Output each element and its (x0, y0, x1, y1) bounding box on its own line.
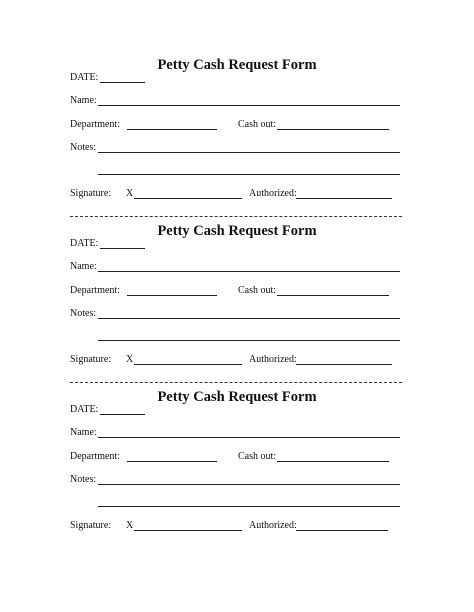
date-field[interactable] (100, 248, 145, 249)
cash-out-field[interactable] (277, 295, 389, 296)
signature-field[interactable] (134, 364, 242, 365)
name-field[interactable] (98, 271, 400, 272)
cut-line-1 (70, 216, 402, 217)
authorized-field[interactable] (296, 530, 388, 531)
authorized-field[interactable] (296, 198, 392, 199)
name-field[interactable] (98, 437, 400, 438)
cash-out-label: Cash out: (238, 285, 277, 296)
authorized-label: Authorized: (249, 354, 297, 365)
authorized-field[interactable] (296, 364, 392, 365)
form-title: Petty Cash Request Form (157, 57, 317, 73)
notes-label: Notes: (70, 474, 97, 485)
form-title: Petty Cash Request Form (157, 389, 317, 405)
signature-label: Signature: (70, 188, 112, 199)
notes-field-line-1[interactable] (98, 152, 400, 153)
form-title: Petty Cash Request Form (157, 223, 317, 239)
name-field[interactable] (98, 105, 400, 106)
signature-field[interactable] (134, 198, 242, 199)
department-label: Department: (70, 285, 120, 296)
cash-out-field[interactable] (277, 461, 389, 462)
cash-out-label: Cash out: (238, 451, 277, 462)
cash-out-label: Cash out: (238, 119, 277, 130)
notes-label: Notes: (70, 142, 97, 153)
cash-out-field[interactable] (277, 129, 389, 130)
signature-x-mark: X (126, 188, 134, 199)
petty-cash-form-3 (0, 389, 474, 555)
authorized-label: Authorized: (249, 520, 297, 531)
notes-field-line-2[interactable] (98, 174, 400, 175)
department-field[interactable] (127, 295, 217, 296)
signature-x-mark: X (126, 354, 134, 365)
authorized-label: Authorized: (249, 188, 297, 199)
petty-cash-form-1 (0, 57, 474, 223)
department-field[interactable] (127, 461, 217, 462)
notes-field-line-1[interactable] (98, 318, 400, 319)
date-field[interactable] (100, 414, 145, 415)
notes-field-line-2[interactable] (98, 340, 400, 341)
signature-field[interactable] (134, 530, 242, 531)
department-label: Department: (70, 451, 120, 462)
notes-label: Notes: (70, 308, 97, 319)
date-label: DATE: (70, 72, 99, 83)
name-label: Name: (70, 261, 97, 272)
signature-label: Signature: (70, 354, 112, 365)
name-label: Name: (70, 95, 97, 106)
petty-cash-form-2 (0, 223, 474, 389)
signature-x-mark: X (126, 520, 134, 531)
department-label: Department: (70, 119, 120, 130)
date-label: DATE: (70, 238, 99, 249)
cut-line-2 (70, 382, 402, 383)
name-label: Name: (70, 427, 97, 438)
date-label: DATE: (70, 404, 99, 415)
signature-label: Signature: (70, 520, 112, 531)
notes-field-line-2[interactable] (98, 506, 400, 507)
notes-field-line-1[interactable] (98, 484, 400, 485)
department-field[interactable] (127, 129, 217, 130)
date-field[interactable] (100, 82, 145, 83)
